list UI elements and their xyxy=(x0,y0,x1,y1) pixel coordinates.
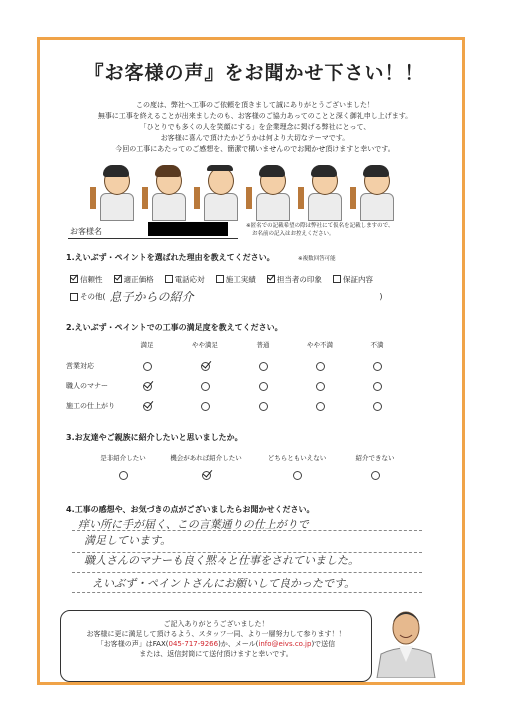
q1-option-label: 信頼性 xyxy=(80,274,103,284)
q1-option[interactable] xyxy=(165,274,205,285)
q2-row-label: 職人のマナー xyxy=(66,382,108,390)
q1-other[interactable] xyxy=(70,288,382,305)
q2-radio[interactable] xyxy=(316,382,325,391)
page-title: 『お客様の声』をお聞かせ下さい！！ xyxy=(84,62,425,84)
staff-figure xyxy=(356,165,396,220)
checkbox-icon xyxy=(216,275,224,283)
q1-other-close: ) xyxy=(379,292,383,301)
staff-illustration xyxy=(96,165,396,220)
q2-radio[interactable] xyxy=(143,362,152,371)
intro-line: この度は、弊社へ工事のご依頼を頂きまして誠にありがとうございました！ xyxy=(136,101,374,109)
customer-note-line: お名前の記入はお控えください。 xyxy=(252,231,335,237)
q3-radio[interactable] xyxy=(202,471,211,480)
q3-radio[interactable] xyxy=(371,471,380,480)
q2-radio[interactable] xyxy=(201,362,210,371)
q1-option[interactable] xyxy=(333,274,373,285)
q1-option-label: 施工実績 xyxy=(225,274,256,284)
q2-col-header: 不満 xyxy=(370,341,384,349)
q1-option[interactable] xyxy=(216,274,256,285)
q1-option[interactable] xyxy=(114,274,154,285)
footer-text: 「お客様の声」はFAX( xyxy=(96,640,169,648)
staff-figure xyxy=(148,165,188,220)
q1-title: 1.えいぶず・ペイントを選ばれた理由を教えてください。 xyxy=(66,253,275,262)
checkbox-icon xyxy=(70,293,78,301)
email-address[interactable]: info@eivs.co.jp xyxy=(258,640,312,648)
footer-line: お客様に更に満足して頂けるよう、スタッフ一同、より一層努力して参ります！！ xyxy=(86,630,346,638)
q2-radio[interactable] xyxy=(373,382,382,391)
q3-option-label: 機会があれば紹介したい xyxy=(170,454,242,462)
staff-figure xyxy=(200,165,240,220)
staff-figure xyxy=(304,165,344,220)
intro-line: 無事に工事を終えることが出来ましたのも、お客様のご協力あってのことと深く御礼申し上げます。 xyxy=(97,112,413,120)
staff-photo xyxy=(375,600,437,678)
q4-rule xyxy=(72,572,422,573)
q1-option-label: 保証内容 xyxy=(342,274,373,284)
fax-number: 045-717-9266 xyxy=(168,640,219,648)
checkbox-icon xyxy=(70,275,78,283)
footer-line: ご記入ありがとうございました！ xyxy=(163,620,269,628)
q2-col-header: やや不満 xyxy=(307,341,333,349)
q1-option-label: 担当者の印象 xyxy=(276,274,322,284)
footer-contact-line xyxy=(61,639,371,649)
q2-radio[interactable] xyxy=(316,362,325,371)
intro-text xyxy=(60,100,450,155)
footer-line: または、返信封筒にて送付頂けますと幸いです。 xyxy=(139,650,293,658)
q4-title: 4.工事の感想や、お気づきの点がございましたらお聞かせください。 xyxy=(66,505,315,514)
customer-name-label: お客様名 xyxy=(70,227,102,236)
staff-figure xyxy=(96,165,136,220)
q2-radio[interactable] xyxy=(259,382,268,391)
intro-line: お客様に喜んで頂けたかどうかは何より大切なテーマです。 xyxy=(160,134,350,142)
q2-col-header: 普通 xyxy=(256,341,270,349)
q4-answer-line: えいぶず・ペイントさんにお願いして良かったです。 xyxy=(92,577,356,590)
checkbox-icon xyxy=(267,275,275,283)
q2-radio[interactable] xyxy=(143,402,152,411)
q4-answer-line: 満足しています。 xyxy=(84,534,172,547)
q1-option[interactable] xyxy=(70,274,103,285)
customer-name-underline xyxy=(68,238,238,239)
q3-title: 3.お友達やご親族に紹介したいと思いましたか。 xyxy=(66,433,243,442)
staff-figure xyxy=(252,165,292,220)
q3-option-label: 是非紹介したい xyxy=(100,454,146,462)
q2-radio[interactable] xyxy=(201,402,210,411)
q4-answer-line: 痒い所に手が届く、この言葉通りの仕上がりで xyxy=(78,518,309,531)
q2-radio[interactable] xyxy=(373,362,382,371)
q1-option[interactable] xyxy=(267,274,322,285)
footer-text: )で送信 xyxy=(311,640,336,648)
q4-answer-line: 職人さんのマナーも良く黙々と仕事をされていました。 xyxy=(84,554,359,567)
q2-radio[interactable] xyxy=(373,402,382,411)
checkbox-icon xyxy=(114,275,122,283)
q3-option-label: どちらともいえない xyxy=(267,454,327,462)
intro-line: 今回の工事にあたってのご感想を、簡潔で構いませんのでお聞かせ頂けますと幸いです。 xyxy=(115,145,395,153)
checkbox-icon xyxy=(165,275,173,283)
q1-other-value: 息子からの紹介 xyxy=(109,290,194,304)
q3-radio[interactable] xyxy=(119,471,128,480)
thank-you-bubble xyxy=(60,610,372,682)
q2-radio[interactable] xyxy=(316,402,325,411)
customer-note-line: ※匿名での記載希望の際は弊社にて仮名を記載しますので、 xyxy=(246,223,394,229)
q2-radio[interactable] xyxy=(201,382,210,391)
q1-note: ※複数回答可能 xyxy=(298,256,336,262)
q4-rule xyxy=(72,592,422,593)
q2-radio[interactable] xyxy=(259,362,268,371)
q2-col-header: 満足 xyxy=(140,341,154,349)
customer-note xyxy=(246,222,446,238)
q2-row-label: 営業対応 xyxy=(66,362,94,370)
q1-option-label: 電話応対 xyxy=(174,274,205,284)
q2-radio[interactable] xyxy=(143,382,152,391)
q1-option-label: 適正価格 xyxy=(123,274,154,284)
q1-other-label: その他( xyxy=(80,292,106,301)
footer-text: )か、メール( xyxy=(218,640,259,648)
customer-name-redacted xyxy=(148,222,228,236)
q2-title: 2.えいぶず・ペイントでの工事の満足度を教えてください。 xyxy=(66,323,283,332)
q3-option-label: 紹介できない xyxy=(355,454,395,462)
q2-col-header: やや満足 xyxy=(192,341,218,349)
q3-radio[interactable] xyxy=(293,471,302,480)
checkbox-icon xyxy=(333,275,341,283)
q2-row-label: 施工の仕上がり xyxy=(66,402,115,410)
intro-line: 「ひとりでも多くの人を笑顔にする」を企業理念に掲げる弊社にとって、 xyxy=(139,123,371,131)
q2-radio[interactable] xyxy=(259,402,268,411)
q1-options xyxy=(70,268,379,287)
